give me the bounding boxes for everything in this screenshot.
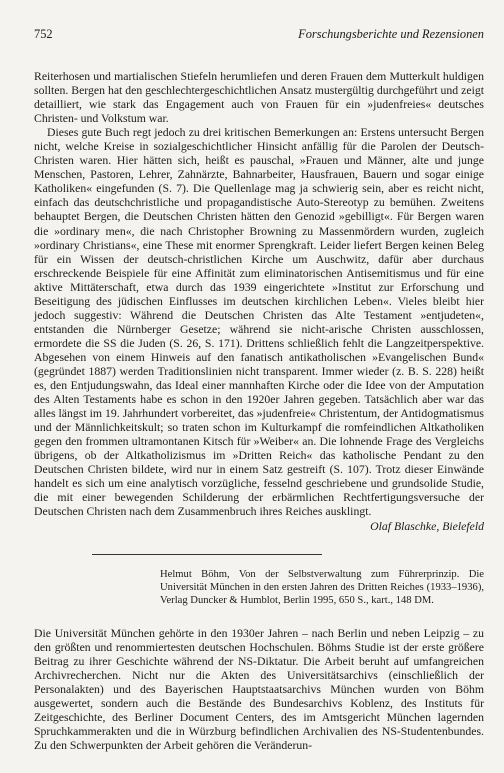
section-divider bbox=[92, 554, 322, 555]
journal-section-title: Forschungsberichte und Rezensionen bbox=[298, 27, 484, 41]
page-header bbox=[34, 27, 484, 42]
body-paragraph-2: Dieses gute Buch regt jedoch zu drei kritischen Bemerkungen an: Erstens untersucht Bergen nicht, welche Kreise in sozialgeschichtlicher Hinsicht anfällig für die Parolen der Deutsch-Christen waren. Hier hätten sich, heißt es pauschal, »Frauen und Männer, alte und junge Menschen, Pastoren, Lehrer, Zahnärzte, Bahnarbeiter, Hausfrauen, Bauern und sogar einige Katholiken« eingefunden (S. 7). Die Quellenlage mag ja schwierig sein, aber es reicht nicht, einfach das deutschchristliche und propagandistische Auto-Stereotyp zu bemühen. Zweitens behauptet Bergen, die Deutschen Christen hätten den Genozid »gebilligt«. Für Bergen waren die »ordinary men«, die nach Christopher Browning zu Massenmördern wurden, zugleich »ordinary Christians«, eine These mit enormer Sprengkraft. Leider liefert Bergen keinen Beleg für ein Wissen der deutsch-christlichen Kirche um Auschwitz, dafür aber durchaus erschreckende Beispiele für eine Affinität zum eliminatorischen Antisemitismus und für eine aktive Mittäterschaft, etwa durch das 1939 eingerichtete »Institut zur Erforschung und Beseitigung des jüdischen Einflusses im deutschen kirchlichen Leben«. Vieles bleibt hier jedoch suggestiv: Während die Deutschen Christen das Alte Testament »entjudeten«, entstanden die Nürnberger Gesetze; während sie nicht-arische Christen ausschlossen, ermordete die SS die Juden (S. 26, S. 171). Drittens schließlich fehlt die Langzeitperspektive. Abgesehen von einem Hinweis auf den fanatisch antikatholischen »Evangelischen Bund« (gegründet 1887) werden Traditionslinien nicht transparent. Immer wieder (z. B. S. 228) heißt es, den Entjudungswahn, das Ideal einer mannhaften Kirche oder die Idee von der Amputation des Alten Testaments habe es schon in den 1920er Jahren gegeben. Tatsächlich aber war das alles längst im 19. Jahrhundert vorbereitet, das »judenfreie« Christentum, der Antidogmatismus und der Männlichkeitskult; so traten schon im Kulturkampf die romfeindlichen Altkatholiken gegen den frommen ultramontanen Kitsch für »Weiber« an. Die lohnende Frage des Vergleichs übrigens, ob der Altkatholizismus im »Dritten Reich« das katholische Pendant zu den Deutschen Christen bildete, wird nur in einem Satz gestreift (S. 107). Trotz dieser Einwände handelt es sich um eine analytisch vorzügliche, fesselnd geschriebene und grundsolide Studie, die mit einer bewegenden Schilderung der erbärmlichen Rechtfertigungsversuche der Deutschen Christen nach dem Zusammenbruch ihres Reiches ausklingt. bbox=[34, 126, 484, 519]
review-body bbox=[34, 70, 484, 534]
body-paragraph-1: Reiterhosen und martialischen Stiefeln herumliefen und deren Frauen dem Mutterkult huldigen sollten. Bergen hat den geschlechtergeschichtlichen Ansatz mustergültig durchgeführt und zeigt detailliert, wie stark das Engagement auch von Frauen für ein »judenfreies« deutsches Christen- und Volkstum war. bbox=[34, 70, 484, 126]
page-number: 752 bbox=[34, 27, 53, 41]
author-signature bbox=[34, 520, 484, 534]
reviewer-name: Olaf Blaschke, Bielefeld bbox=[370, 519, 484, 533]
next-review-body: Die Universität München gehörte in den 1930er Jahren – nach Berlin und neben Leipzig – zu den größten und renommiertesten deutschen Hochschulen. Böhms Studie ist der erste größere Beitrag zu ihrer Geschichte während der NS-Diktatur. Die Arbeit beruht auf umfangreichen Archivrecherchen. Nicht nur die Akten des Universitätsarchivs (einschließlich der Personalakten) und des Bayerischen Hauptstaatsarchivs München wurden von Böhm ausgewertet, sondern auch die Bestände des Bundesarchivs Koblenz, des Instituts für Zeitgeschichte, des Berliner Document Centers, des im Amtsgericht München lagernden Spruchkammerakten und die in Würzburg befindlichen Archivalien des NS-Studentenbundes. Zu den Schwerpunkten der Arbeit gehören die Veränderun- bbox=[34, 627, 484, 753]
book-citation: Helmut Böhm, Von der Selbstverwaltung zum Führerprinzip. Die Universität München in den ersten Jahren des Dritten Reiches (1933–1936), Verlag Duncker & Humblot, Berlin 1995, 650 S., kart., 148 DM. bbox=[160, 569, 484, 607]
